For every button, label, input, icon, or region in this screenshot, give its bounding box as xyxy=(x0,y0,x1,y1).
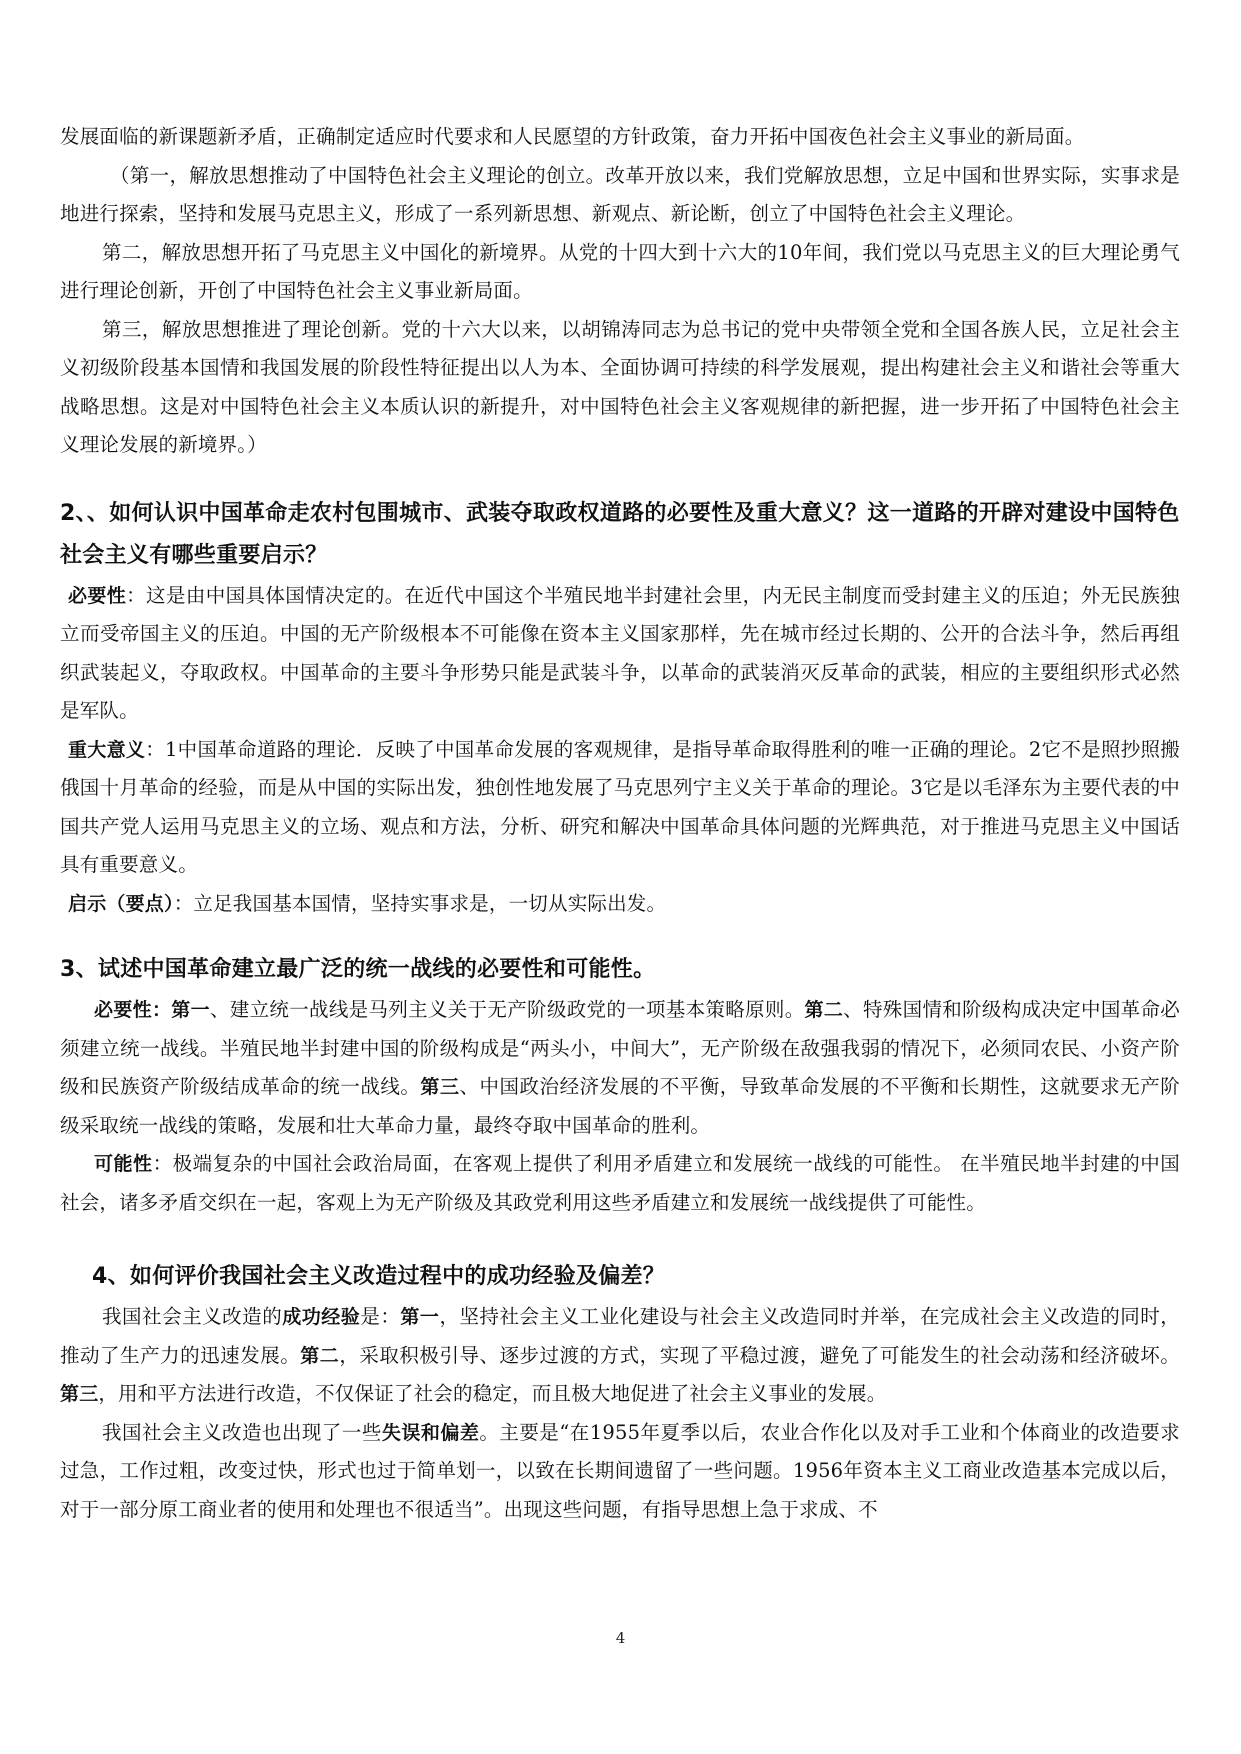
q4-success-paragraph xyxy=(60,1298,1180,1414)
q4-p2-text: 。主要是“在1955年夏季以后，农业合作化以及对手工业和个体商业的改造要求过急，工作过粗，改变过快，形式也过于简单划一，以致在长期间遗留了一些问题。1956年资本主义工商业改造基本完成以后，对于一部分原工商业者的使用和处理也不很适当”。出现这些问题，有指导思想上急于求成、不 xyxy=(60,1420,1180,1521)
q3-second-text: 、特殊国情和阶级构成决定中国革命必须建立统一战线。半殖民地半封建中国的阶级构成是“两头小，中间大”，无产阶级在敌强我弱的情况下，必须同农民、小资产阶级和民族资产阶级结成革命的统一战线。 xyxy=(60,998,1180,1098)
question-2-title: 2、、如何认识中国革命走农村包围城市、武装夺取政权道路的必要性及重大意义？这一道路的开辟对建设中国特色社会主义有哪些重要启示？ xyxy=(60,500,1180,568)
q3-necessity-label: 必要性 xyxy=(94,999,152,1021)
q3-first-label: 第一 xyxy=(171,999,210,1021)
q4-p2-prefix: 我国社会主义改造也出现了一些 xyxy=(102,1420,382,1444)
intro-paragraph-3: 第二，解放思想开拓了马克思主义中国化的新境界。从党的十四大到十六大的10年间，我们党以马克思主义的巨大理论勇气进行理论创新，开创了中国特色社会主义事业新局面。 xyxy=(60,240,1180,302)
q4-third-text: ，用和平方法进行改造，不仅保证了社会的稳定，而且极大地促进了社会主义事业的发展。 xyxy=(98,1382,887,1405)
q4-success-label: 成功经验 xyxy=(282,1306,361,1328)
q3-first-text: 、建立统一战线是马列主义关于无产阶级政党的一项基本策略原则。 xyxy=(209,998,805,1021)
q3-possibility-label: 可能性 xyxy=(94,1153,153,1175)
q4-first-text: ，坚持社会主义工业化建设与社会主义改造同时并举，在完成社会主义改造的同时，推动了生产力的迅速发展。 xyxy=(60,1305,1181,1367)
q2-significance-paragraph xyxy=(60,731,1180,885)
q2-insight-label: 启示（要点） xyxy=(68,892,174,915)
question-3-title: 3、试述中国革命建立最广泛的统一战线的必要性和可能性。 xyxy=(60,957,656,982)
q4-errors-label: 失误和偏差 xyxy=(381,1421,480,1444)
q3-necessity-colon: ： xyxy=(151,999,172,1021)
section-spacer xyxy=(60,465,1180,493)
section-spacer xyxy=(60,923,1180,949)
section-spacer xyxy=(60,1222,1180,1256)
q3-necessity-paragraph xyxy=(60,991,1180,1145)
q2-necessity-label: 必要性 xyxy=(68,584,127,607)
q3-third-text: 、中国政治经济发展的不平衡，导致革命发展的不平衡和长期性，这就要求无产阶级采取统一战线的策略，发展和壮大革命力量，最终夺取中国革命的胜利。 xyxy=(60,1075,1180,1137)
q2-necessity-text: ：这是由中国具体国情决定的。在近代中国这个半殖民地半封建社会里，内无民主制度而受封建主义的压迫；外无民族独立而受帝国主义的压迫。中国的无产阶级根本不可能像在资本主义国家那样，先在城市经过长期的、公开的合法斗争，然后再组织武装起义，夺取政权。中国革命的主要斗争形势只能是武装斗争，以革命的武装消灭反革命的武装，相应的主要组织形式必然是军队。 xyxy=(60,583,1180,722)
q4-second-label: 第二 xyxy=(300,1344,340,1367)
q4-second-text: ，采取积极引导、逐步过渡的方式，实现了平稳过渡，避免了可能发生的社会动荡和经济破坏。 xyxy=(339,1343,1180,1367)
q4-errors-paragraph xyxy=(60,1414,1180,1530)
q2-insight-paragraph xyxy=(60,885,1180,924)
question-4-title: 4、如何评价我国社会主义改造过程中的成功经验及偏差？ xyxy=(92,1264,666,1289)
q3-third-label: 第三 xyxy=(420,1076,460,1098)
intro-paragraph-4: 第三，解放思想推进了理论创新。党的十六大以来，以胡锦涛同志为总书记的党中央带领全党和全国各族人民，立足社会主义初级阶段基本国情和我国发展的阶段性特征提出以人为本、全面协调可持续的科学发展观，提出构建社会主义和谐社会等重大战略思想。这是对中国特色社会主义本质认识的新提升，对中国特色社会主义客观规律的新把握，进一步开拓了中国特色社会主义理论发展的新境界。） xyxy=(60,317,1180,456)
document-body xyxy=(60,118,1180,1529)
q3-possibility-paragraph xyxy=(60,1145,1180,1222)
q4-p1-prefix: 我国社会主义改造的 xyxy=(102,1305,283,1328)
q3-second-label: 第二 xyxy=(804,999,844,1021)
q2-significance-label: 重大意义 xyxy=(68,738,146,761)
q4-third-label: 第三 xyxy=(60,1383,99,1405)
q3-possibility-text: ：极端复杂的中国社会政治局面，在客观上提供了利用矛盾建立和发展统一战线的可能性。 在半殖民地半封建的中国社会，诸多矛盾交织在一起，客观上为无产阶级及其政党利用这些矛盾建立和发展统一战线提供了可能性。 xyxy=(60,1152,1180,1214)
q2-necessity-paragraph xyxy=(60,577,1180,731)
q2-significance-text: ：1中国革命道路的理论．反映了中国革命发展的客观规律，是指导革命取得胜利的唯一正确的理论。2它不是照抄照搬俄国十月革命的经验，而是从中国的实际出发，独创性地发展了马克思列宁主义关于革命的理论。3它是以毛泽东为主要代表的中国共产党人运用马克思主义的立场、观点和方法，分析、研究和解决中国革命具体问题的光辉典范，对于推进马克思主义中国话具有重要意义。 xyxy=(60,737,1180,876)
page-number: 4 xyxy=(615,1629,626,1647)
q2-insight-text: ：立足我国基本国情，坚持实事求是，一切从实际出发。 xyxy=(173,891,667,915)
intro-paragraph-1: 发展面临的新课题新矛盾，正确制定适应时代要求和人民愿望的方针政策，奋力开拓中国夜色社会主义事业的新局面。 xyxy=(60,125,1085,148)
q4-p1-colon: 是： xyxy=(360,1305,401,1328)
intro-paragraph-2: （第一，解放思想推动了中国特色社会主义理论的创立。改革开放以来，我们党解放思想，立足中国和世界实际，实事求是地进行探索，坚持和发展马克思主义，形成了一系列新思想、新观点、新论断，创立了中国特色社会主义理论。 xyxy=(60,163,1180,225)
q4-first-label: 第一 xyxy=(400,1306,440,1328)
